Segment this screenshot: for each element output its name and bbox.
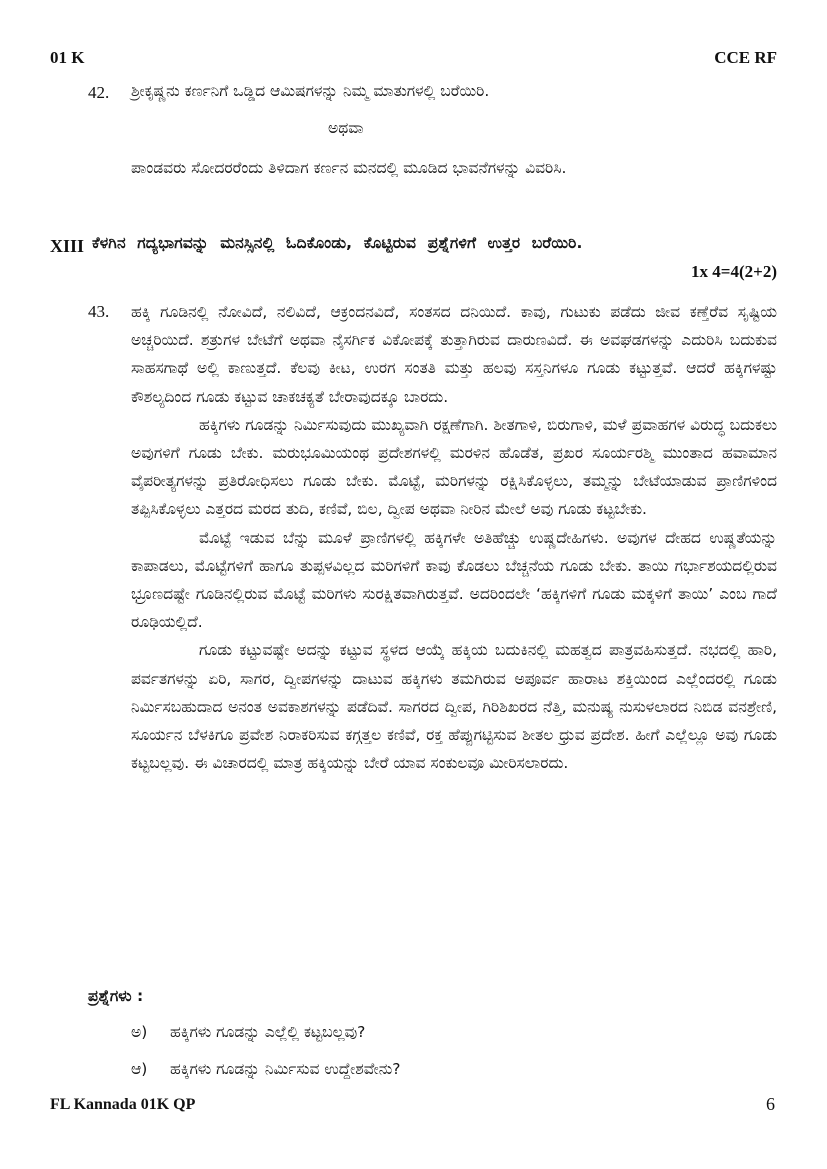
question-42-text: ಶ್ರೀಕೃಷ್ಣನು ಕರ್ಣನಿಗೆ ಒಡ್ಡಿದ ಆಮಿಷಗಳನ್ನು ನಿಮ್ಮ ಮಾತುಗಳಲ್ಲಿ ಬರೆಯಿರಿ. <box>131 82 490 100</box>
question-a-text: ಹಕ್ಕಿಗಳು ಗೂಡನ್ನು ಎಲ್ಲೆಲ್ಲಿ ಕಟ್ಟಬಲ್ಲವು? <box>170 1023 366 1041</box>
section-marks: 1x 4=4(2+2) <box>691 262 777 281</box>
passage-paragraph-2: ಹಕ್ಕಿಗಳು ಗೂಡನ್ನು ನಿರ್ಮಿಸುವುದು ಮುಖ್ಯವಾಗಿ ರಕ್ಷಣೆಗಾಗಿ. ಶೀತಗಾಳಿ, ಬಿರುಗಾಳಿ, ಮಳೆ ಪ್ರವಾಹಗಳ ವಿರುದ್ಧ ಬದುಕಲು ಅವುಗಳಿಗೆ ಗೂಡು ಬೇಕು. ಮರುಭೂಮಿಯಂಥ ಪ್ರದೇಶಗಳಲ್ಲಿ ಮರಳಿನ ಹೊಡೆತ, ಪ್ರಖರ ಸೂರ್ಯರಶ್ಮಿ ಮುಂತಾದ ಹವಾಮಾನ ವೈಪರೀತ್ಯಗಳನ್ನು ಪ್ರತಿರೋಧಿಸಲು ಗೂಡು ಬೇಕು. ಮೊಟ್ಟೆ, ಮರಿಗಳನ್ನು ರಕ್ಷಿಸಿಕೊಳ್ಳಲು, ತಮ್ಮನ್ನು ಬೇಟೆಯಾಡುವ ಪ್ರಾಣಿಗಳಿಂದ ತಪ್ಪಿಸಿಕೊಳ್ಳಲು ಎತ್ತರದ ಮರದ ತುದಿ, ಕಣಿವೆ, ಬಿಲ, ದ್ವೀಪ ಅಥವಾ ನೀರಿನ ಮೇಲೆ ಅವು ಗೂಡು ಕಟ್ಟಬೇಕು. <box>131 415 777 519</box>
header-code: 01 K <box>50 48 85 67</box>
question-43-number: 43. <box>88 302 110 321</box>
questions-heading: ಪ್ರಶ್ನೆಗಳು : <box>88 987 144 1005</box>
section-numeral: XIII <box>50 236 85 256</box>
passage-paragraph-1: ಹಕ್ಕಿ ಗೂಡಿನಲ್ಲಿ ನೋವಿದೆ, ನಲಿವಿದೆ, ಆಕ್ರಂದನವಿದೆ, ಸಂತಸದ ದನಿಯಿದೆ. ಕಾವು, ಗುಟುಕು ಪಡೆದು ಜೀವ ಕಣ್ತೆರೆವ ಸೃಷ್ಟಿಯ ಅಚ್ಚರಿಯಿದೆ. ಶತ್ರುಗಳ ಬೇಟೆಗೆ ಅಥವಾ ನೈಸರ್ಗಿಕ ವಿಕೋಪಕ್ಕೆ ತುತ್ತಾಗಿರುವ ದಾರುಣವಿದೆ. ಈ ಅವಘಡಗಳನ್ನು ಎದುರಿಸಿ ಬದುಕುವ ಸಾಹಸಗಾಥೆ ಅಲ್ಲಿ ಕಾಣುತ್ತದೆ. ಕೆಲವು ಕೀಟ, ಉರಗ ಸಂತತಿ ಮತ್ತು ಹಲವು ಸಸ್ತನಿಗಳೂ ಗೂಡು ಕಟ್ಟುತ್ತವೆ. ಆದರೆ ಹಕ್ಕಿಗಳಷ್ಟು ಕೌಶಲ್ಯದಿಂದ ಗೂಡು ಕಟ್ಟುವ ಚಾಕಚಕ್ಯತೆ ಬೇರಾವುದಕ್ಕೂ ಬಾರದು. <box>131 303 777 406</box>
passage <box>131 298 777 777</box>
or-label: ಅಥವಾ <box>328 119 364 137</box>
question-42-number: 42. <box>88 83 110 102</box>
footer-paper-code: FL Kannada 01K QP <box>50 1096 196 1113</box>
question-b-text: ಹಕ್ಕಿಗಳು ಗೂಡನ್ನು ನಿರ್ಮಿಸುವ ಉದ್ದೇಶವೇನು? <box>170 1060 401 1078</box>
question-b-label: ಆ) <box>131 1060 148 1078</box>
section-instruction: ಕೆಳಗಿನ ಗದ್ಯಭಾಗವನ್ನು ಮನಸ್ಸಿನಲ್ಲಿ ಓದಿಕೊಂಡು, ಕೊಟ್ಟಿರುವ ಪ್ರಶ್ನೆಗಳಿಗೆ ಉತ್ತರ ಬರೆಯಿರಿ. <box>92 234 583 252</box>
passage-paragraph-4: ಗೂಡು ಕಟ್ಟುವಷ್ಟೇ ಅದನ್ನು ಕಟ್ಟುವ ಸ್ಥಳದ ಆಯ್ಕೆ ಹಕ್ಕಿಯ ಬದುಕಿನಲ್ಲಿ ಮಹತ್ವದ ಪಾತ್ರವಹಿಸುತ್ತದೆ. ನಭದಲ್ಲಿ ಹಾರಿ, ಪರ್ವತಗಳನ್ನು ಏರಿ, ಸಾಗರ, ದ್ವೀಪಗಳನ್ನು ದಾಟುವ ಹಕ್ಕಿಗಳು ತಮಗಿರುವ ಅಪೂರ್ವ ಹಾರಾಟ ಶಕ್ತಿಯಿಂದ ಎಲ್ಲೆಂದರಲ್ಲಿ ಗೂಡು ನಿರ್ಮಿಸಬಹುದಾದ ಅನಂತ ಅವಕಾಶಗಳನ್ನು ಪಡೆದಿವೆ. ಸಾಗರದ ದ್ವೀಪ, ಗಿರಿಶಿಖರದ ನೆತ್ತಿ, ಮನುಷ್ಯ ನುಸುಳಲಾರದ ನಿಬಿಡ ವನಶ್ರೇಣಿ, ಸೂರ್ಯನ ಬೆಳಕಿಗೂ ಪ್ರವೇಶ ನಿರಾಕರಿಸುವ ಕಗ್ಗತ್ತಲ ಕಣಿವೆ, ರಕ್ತ ಹೆಪ್ಪುಗಟ್ಟಿಸುವ ಶೀತಲ ಧ್ರುವ ಪ್ರದೇಶ. ಹೀಗೆ ಎಲ್ಲೆಲ್ಲೂ ಅವು ಗೂಡು ಕಟ್ಟಬಲ್ಲವು. ಈ ವಿಚಾರದಲ್ಲಿ ಮಾತ್ರ ಹಕ್ಕಿಯನ್ನು ಬೇರೆ ಯಾವ ಸಂಕುಲವೂ ಮೀರಿಸಲಾರದು. <box>131 641 777 773</box>
question-a-label: ಅ) <box>131 1023 148 1041</box>
question-42-alternate: ಪಾಂಡವರು ಸೋದರರೆಂದು ತಿಳಿದಾಗ ಕರ್ಣನ ಮನದಲ್ಲಿ ಮೂಡಿದ ಭಾವನೆಗಳನ್ನು ವಿವರಿಸಿ. <box>131 159 567 177</box>
header-series: CCE RF <box>714 48 777 67</box>
passage-paragraph-3: ಮೊಟ್ಟೆ ಇಡುವ ಬೆನ್ನು ಮೂಳೆ ಪ್ರಾಣಿಗಳಲ್ಲಿ ಹಕ್ಕಿಗಳೇ ಅತಿಹೆಚ್ಚು ಉಷ್ಣದೇಹಿಗಳು. ಅವುಗಳ ದೇಹದ ಉಷ್ಣತೆಯನ್ನು ಕಾಪಾಡಲು, ಮೊಟ್ಟೆಗಳಿಗೆ ಹಾಗೂ ತುಪ್ಪಳವಿಲ್ಲದ ಮರಿಗಳಿಗೆ ಕಾವು ಕೊಡಲು ಬೆಚ್ಚನೆಯ ಗೂಡು ಬೇಕು. ತಾಯಿ ಗರ್ಭಾಶಯದಲ್ಲಿರುವ ಭ್ರೂಣದಷ್ಟೇ ಗೂಡಿನಲ್ಲಿರುವ ಮೊಟ್ಟೆ ಮರಿಗಳು ಸುರಕ್ಷಿತವಾಗಿರುತ್ತವೆ. ಅದರಿಂದಲೇ ‘ಹಕ್ಕಿಗಳಿಗೆ ಗೂಡು ಮಕ್ಕಳಿಗೆ ತಾಯಿ’ ಎಂಬ ಗಾದೆ ರೂಢಿಯಲ್ಲಿದೆ. <box>131 528 777 632</box>
page-number: 6 <box>766 1094 775 1114</box>
